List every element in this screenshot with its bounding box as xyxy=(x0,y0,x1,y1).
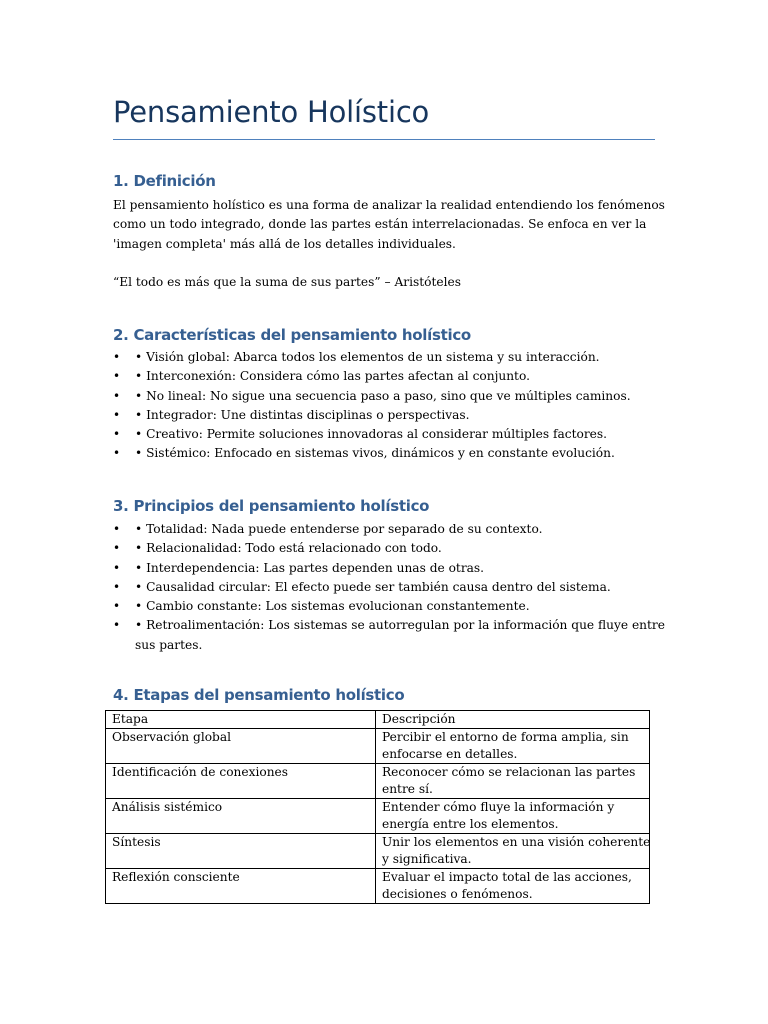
bullet-icon: • xyxy=(113,446,121,461)
list-item xyxy=(113,444,653,463)
table-row xyxy=(106,729,650,764)
etapa-cell: Identificación de conexiones xyxy=(106,764,376,799)
paragraph-line: El pensamiento holístico es una forma de analizar la realidad entendiendo los fenómenos xyxy=(113,198,665,212)
list-item-text: • Interdependencia: Las partes dependen unas de otras. xyxy=(135,560,485,575)
cell-line: Entender cómo fluye la información y xyxy=(382,800,615,814)
list-item-text: • Visión global: Abarca todos los elementos de un sistema y su interacción. xyxy=(135,350,600,364)
cell-line: Unir los elementos en una visión coherente xyxy=(382,835,651,849)
list-item-text: • Interconexión: Considera cómo las partes afectan al conjunto. xyxy=(135,369,530,384)
bullet-icon: • xyxy=(113,388,121,403)
bullet-icon: • xyxy=(113,350,121,364)
cell-line: Percibir el entorno de forma amplia, sin xyxy=(382,730,629,744)
table-row xyxy=(106,869,650,904)
cell-line: energía entre los elementos. xyxy=(382,817,559,831)
list-item-text: • Causalidad circular: El efecto puede ser también causa dentro del sistema. xyxy=(135,579,611,594)
table-header-row xyxy=(106,711,650,729)
cell-line: entre sí. xyxy=(382,782,433,796)
bullet-icon: • xyxy=(113,427,121,442)
list-item xyxy=(113,616,665,655)
list-item xyxy=(113,539,653,558)
paragraph-line: 'imagen completa' más allá de los detalles individuales. xyxy=(113,236,456,251)
bullet-icon: • xyxy=(113,369,121,384)
quote-text: “El todo es más que la suma de sus partes” – Aristóteles xyxy=(113,275,461,289)
bullet-icon: • xyxy=(113,407,121,422)
etapas-table xyxy=(105,710,650,904)
list-item-text: • No lineal: No sigue una secuencia paso a paso, sino que ve múltiples caminos. xyxy=(135,388,631,403)
cell-line: decisiones o fenómenos. xyxy=(382,887,533,901)
bullet-icon: • xyxy=(113,560,121,575)
heading-etapas: 4. Etapas del pensamiento holístico xyxy=(113,686,405,704)
table-header-cell: Descripción xyxy=(376,711,650,729)
heading-definicion: 1. Definición xyxy=(113,172,216,190)
bullet-icon: • xyxy=(113,618,121,633)
cell-line: y significativa. xyxy=(382,852,472,866)
table-row xyxy=(106,764,650,799)
cell-line: Reconocer cómo se relacionan las partes xyxy=(382,765,636,779)
descripcion-cell xyxy=(376,764,650,799)
list-item-text: • Sistémico: Enfocado en sistemas vivos, dinámicos y en constante evolución. xyxy=(135,446,615,461)
etapa-cell: Reflexión consciente xyxy=(106,869,376,904)
heading-caracteristicas: 2. Características del pensamiento holístico xyxy=(113,326,471,344)
bullet-icon: • xyxy=(113,599,121,614)
cell-line: enfocarse en detalles. xyxy=(382,747,518,761)
paragraph-line: como un todo integrado, donde las partes están interrelacionadas. Se enfoca en ver la xyxy=(113,217,647,232)
list-item-text: • Retroalimentación: Los sistemas se autorregulan por la información que fluye entre xyxy=(135,618,665,633)
list-item xyxy=(113,387,653,406)
list-item-text: • Creativo: Permite soluciones innovadoras al considerar múltiples factores. xyxy=(135,427,608,442)
descripcion-cell xyxy=(376,869,650,904)
list-item-text: • Cambio constante: Los sistemas evolucionan constantemente. xyxy=(135,599,530,614)
list-item xyxy=(113,559,653,578)
table-header-cell: Etapa xyxy=(106,711,376,729)
list-item xyxy=(113,406,653,425)
list-item-text: sus partes. xyxy=(135,637,203,652)
etapa-cell: Análisis sistémico xyxy=(106,799,376,834)
list-item xyxy=(113,578,653,597)
cell-line: Evaluar el impacto total de las acciones, xyxy=(382,870,632,884)
title-underline xyxy=(113,139,655,140)
table-row xyxy=(106,799,650,834)
list-item xyxy=(113,348,653,367)
principios-list xyxy=(113,520,665,655)
list-item-text: • Totalidad: Nada puede entenderse por separado de su contexto. xyxy=(135,522,543,536)
bullet-icon: • xyxy=(113,579,121,594)
etapa-cell: Observación global xyxy=(106,729,376,764)
list-item xyxy=(113,520,653,539)
heading-principios: 3. Principios del pensamiento holístico xyxy=(113,497,430,515)
descripcion-cell xyxy=(376,799,650,834)
list-item-text: • Integrador: Une distintas disciplinas o perspectivas. xyxy=(135,407,470,422)
definicion-paragraph xyxy=(113,196,665,254)
descripcion-cell xyxy=(376,834,650,869)
bullet-icon: • xyxy=(113,522,121,536)
document-title: Pensamiento Holístico xyxy=(113,95,430,129)
caracteristicas-list xyxy=(113,348,653,464)
bullet-icon: • xyxy=(113,541,121,556)
list-item xyxy=(113,425,653,444)
table-row xyxy=(106,834,650,869)
list-item xyxy=(113,597,653,616)
aristotle-quote xyxy=(113,273,653,292)
list-item-text: • Relacionalidad: Todo está relacionado con todo. xyxy=(135,541,442,556)
etapa-cell: Síntesis xyxy=(106,834,376,869)
descripcion-cell xyxy=(376,729,650,764)
list-item xyxy=(113,367,653,386)
